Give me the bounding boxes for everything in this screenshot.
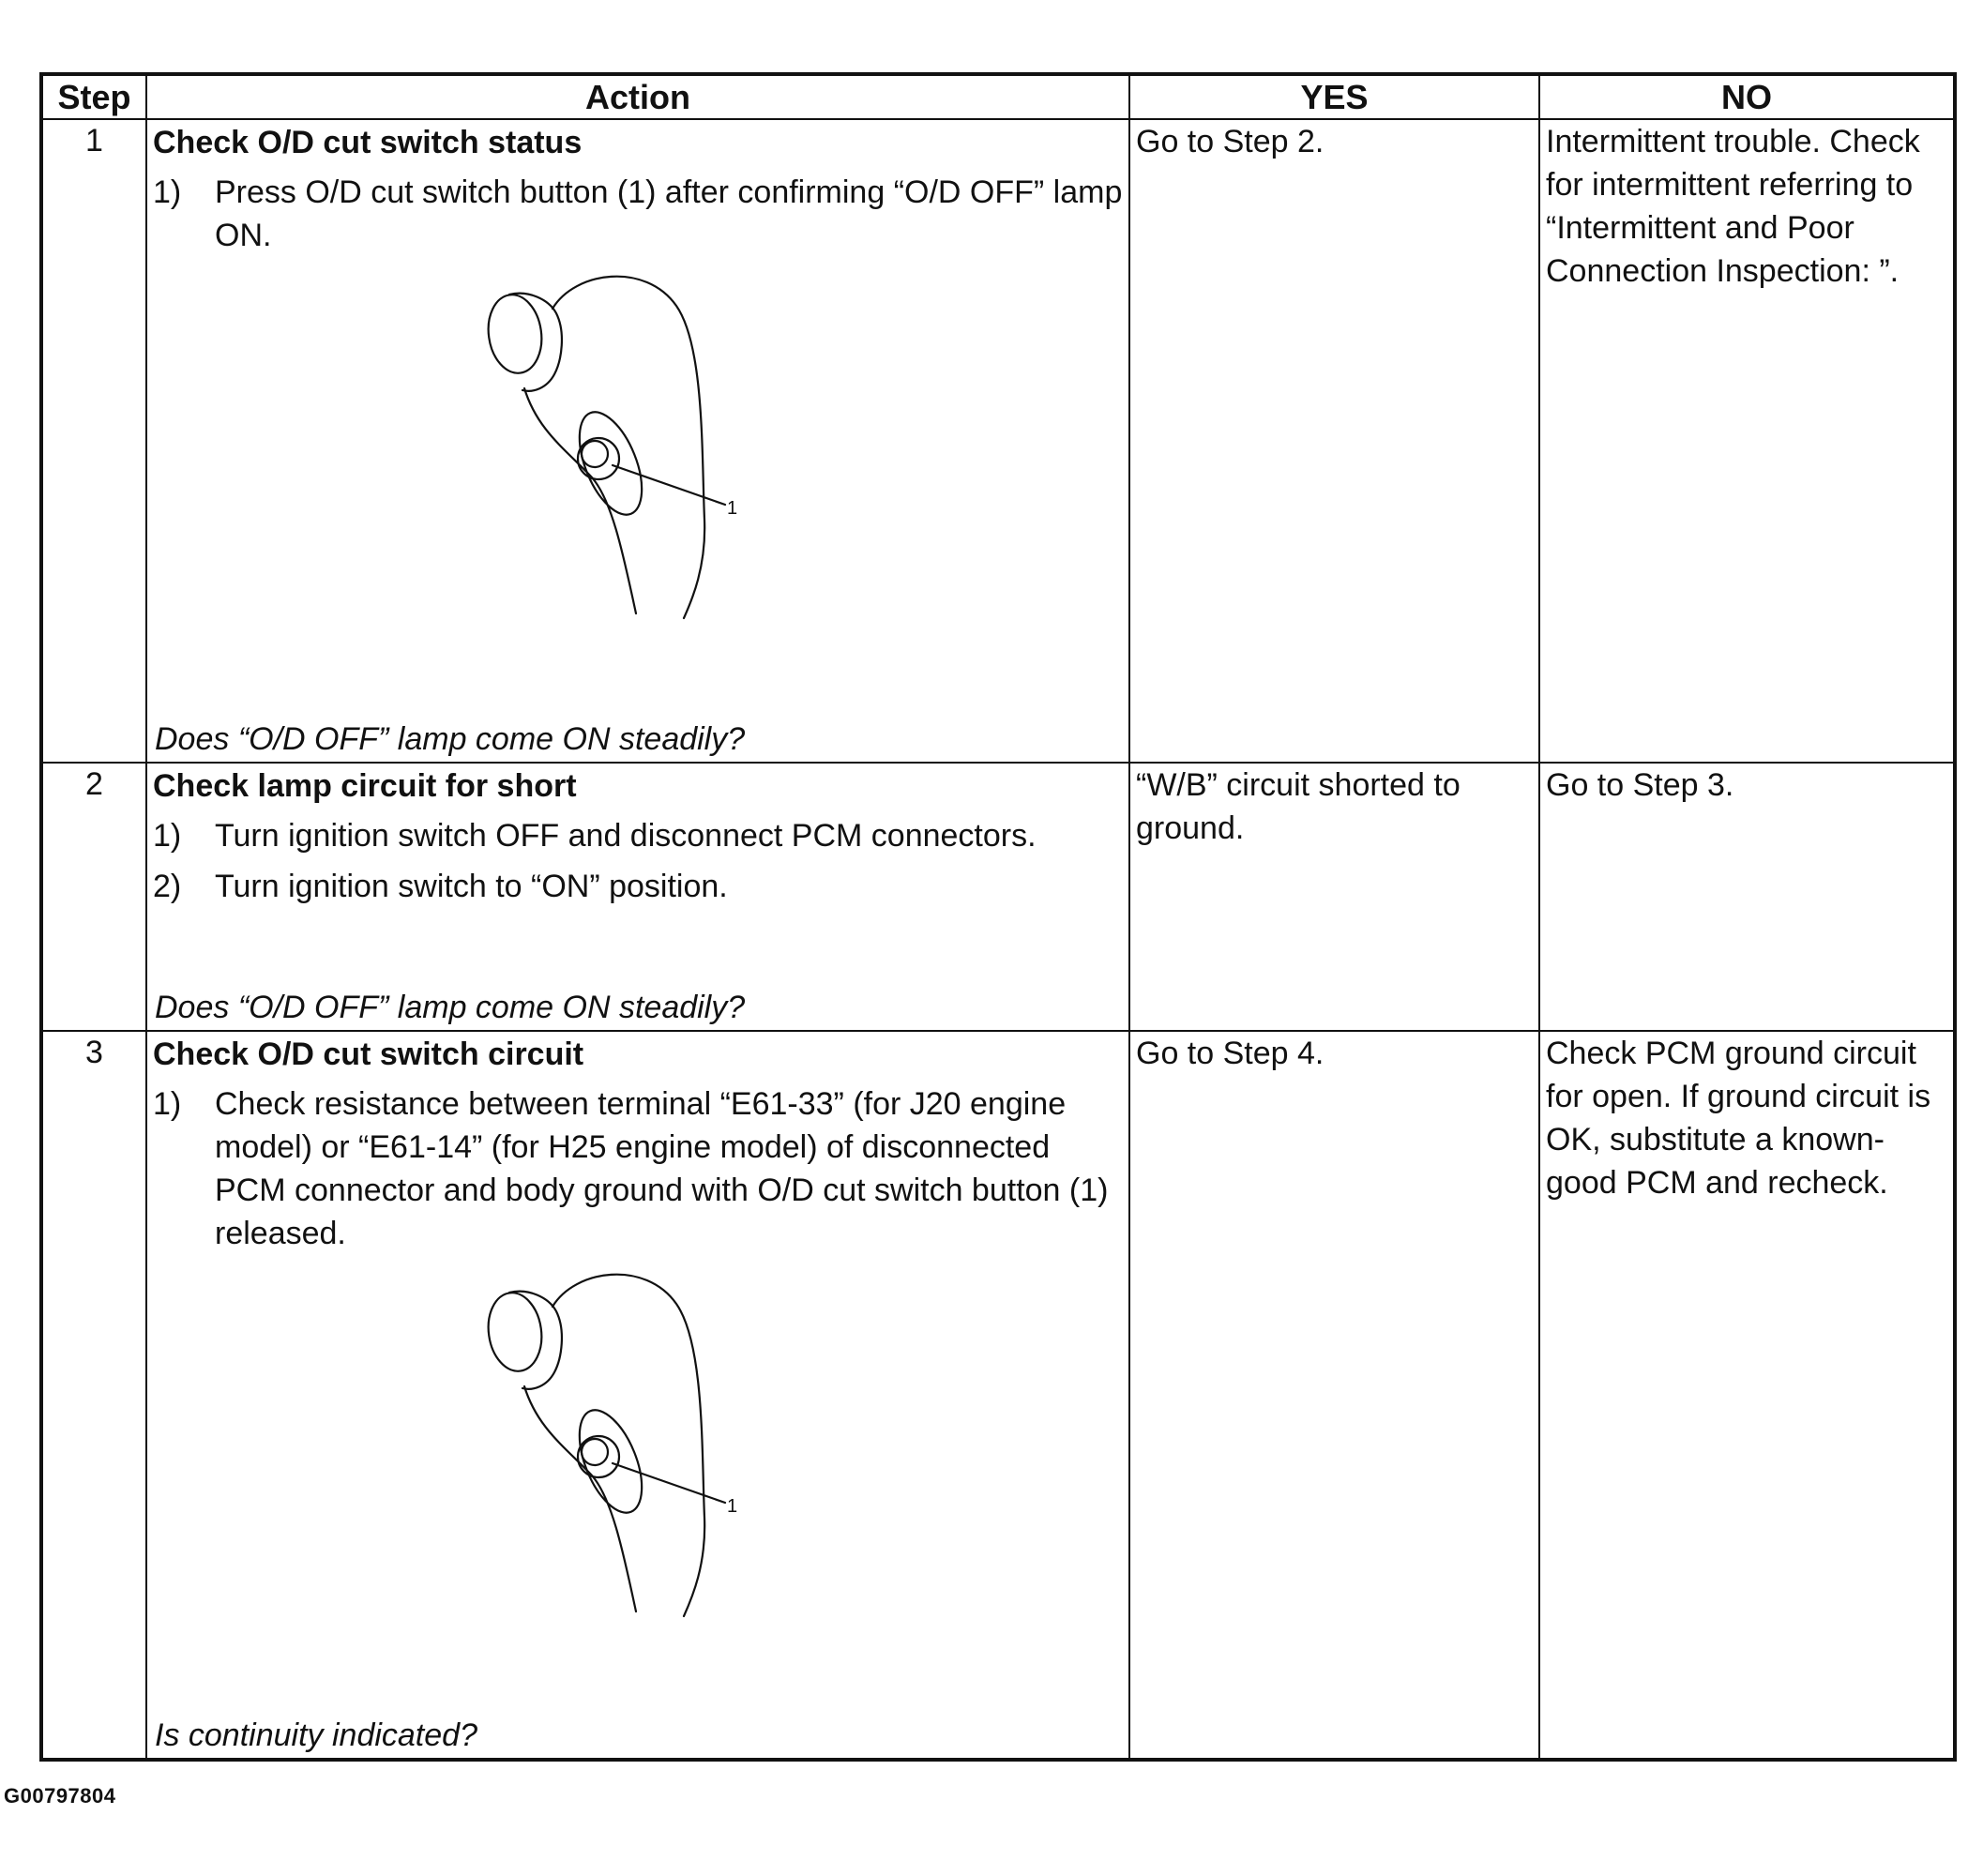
action-question: Does “O/D OFF” lamp come ON steadily? bbox=[155, 990, 746, 1025]
substep-number: 1) bbox=[153, 1086, 182, 1122]
action-substep bbox=[153, 1082, 1123, 1255]
substep-text: Press O/D cut switch button (1) after confirming “O/D OFF” lamp ON. bbox=[215, 174, 1123, 253]
header-action: Action bbox=[146, 74, 1129, 119]
header-row bbox=[41, 74, 1955, 119]
action-title: Check O/D cut switch status bbox=[153, 125, 583, 160]
figure-callout: 1 bbox=[727, 1496, 738, 1517]
action-substep bbox=[153, 814, 1123, 857]
yes-result: Go to Step 4. bbox=[1129, 1031, 1539, 1760]
yes-result: “W/B” circuit shorted to ground. bbox=[1129, 763, 1539, 1031]
substep-number: 1) bbox=[153, 174, 182, 210]
diagnostic-table bbox=[39, 72, 1957, 1762]
figure-callout: 1 bbox=[727, 498, 738, 519]
action-substep bbox=[153, 865, 1123, 908]
substep-number: 2) bbox=[153, 869, 182, 904]
step-number: 3 bbox=[41, 1031, 146, 1760]
action-title: Check lamp circuit for short bbox=[153, 768, 577, 804]
substep-text: Turn ignition switch to “ON” position. bbox=[215, 869, 728, 904]
header-yes: YES bbox=[1129, 74, 1539, 119]
shift-knob-od-switch-icon bbox=[472, 1255, 772, 1630]
step-number: 1 bbox=[41, 119, 146, 763]
action-title: Check O/D cut switch circuit bbox=[153, 1036, 584, 1072]
step-number: 2 bbox=[41, 763, 146, 1031]
no-result: Go to Step 3. bbox=[1539, 763, 1955, 1031]
yes-result: Go to Step 2. bbox=[1129, 119, 1539, 763]
table-row-step-2 bbox=[41, 763, 1955, 1031]
table-row-step-1 bbox=[41, 119, 1955, 763]
action-question: Does “O/D OFF” lamp come ON steadily? bbox=[155, 721, 746, 757]
substep-number: 1) bbox=[153, 818, 182, 854]
figure-code: G00797804 bbox=[4, 1784, 116, 1808]
no-result: Intermittent trouble. Check for intermittent referring to “Intermittent and Poor Connection Inspection: ”. bbox=[1539, 119, 1955, 763]
header-no: NO bbox=[1539, 74, 1955, 119]
substep-text: Check resistance between terminal “E61-33” (for J20 engine model) or “E61-14” (for H25 engine model) of disconnected PCM connector and body ground with O/D cut switch button (1) released. bbox=[215, 1086, 1109, 1251]
action-cell bbox=[146, 1031, 1129, 1760]
action-substep bbox=[153, 171, 1123, 257]
table-row-step-3 bbox=[41, 1031, 1955, 1760]
no-result: Check PCM ground circuit for open. If ground circuit is OK, substitute a known-good PCM and recheck. bbox=[1539, 1031, 1955, 1760]
header-step: Step bbox=[41, 74, 146, 119]
action-cell bbox=[146, 119, 1129, 763]
substep-text: Turn ignition switch OFF and disconnect PCM connectors. bbox=[215, 818, 1037, 854]
action-question: Is continuity indicated? bbox=[155, 1717, 477, 1753]
action-cell bbox=[146, 763, 1129, 1031]
shift-knob-od-switch-icon bbox=[472, 257, 772, 632]
